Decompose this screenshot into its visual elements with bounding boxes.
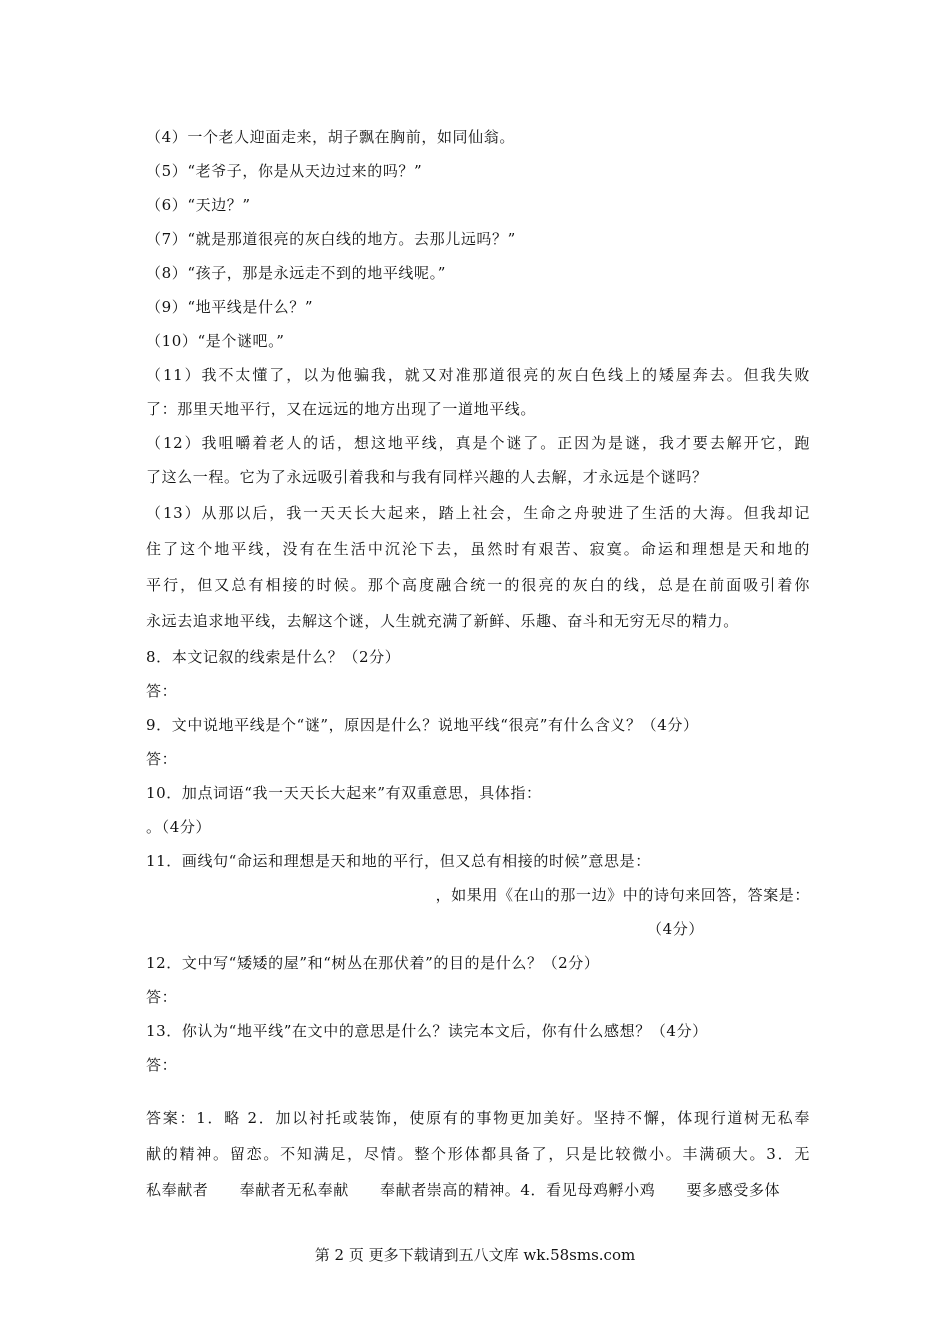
paragraph-5: （5）“老爷子，你是从天边过来的吗？” — [146, 162, 423, 180]
question-10-continuation: 。（4分） — [146, 818, 212, 836]
question-11: 11．画线句“命运和理想是天和地的平行，但又总有相接的时候”意思是： — [146, 852, 651, 870]
paragraph-11-line-1: （11）我不太懂了，以为他骗我，就又对准那道很亮的灰白色线上的矮屋奔去。但我失败 — [146, 366, 810, 384]
question-9-answer: 答： — [146, 750, 178, 768]
paragraph-4: （4）一个老人迎面走来，胡子飘在胸前，如同仙翁。 — [146, 128, 515, 146]
paragraph-13-line-1: （13）从那以后，我一天天长大起来，踏上社会，生命之舟驶进了生活的大海。但我却记 — [146, 504, 810, 522]
paragraph-8: （8）“孩子，那是永远走不到的地平线呢。” — [146, 264, 446, 282]
question-13-answer: 答： — [146, 1056, 178, 1074]
question-12: 12．文中写“矮矮的屋”和“树丛在那伏着”的目的是什么？（2分） — [146, 954, 600, 972]
question-13: 13．你认为“地平线”在文中的意思是什么？读完本文后，你有什么感想？（4分） — [146, 1022, 708, 1040]
paragraph-7: （7）“就是那道很亮的灰白线的地方。去那儿远吗？” — [146, 230, 516, 248]
paragraph-10: （10）“是个谜吧。” — [146, 332, 285, 350]
answer-key-line-3: 私奉献者 奉献者无私奉献 奉献者崇高的精神。4．看见母鸡孵小鸡 要多感受多体 — [146, 1181, 781, 1199]
answer-key-line-1: 答案：1．略 2．加以衬托或装饰，使原有的事物更加美好。坚持不懈，体现行道树无私奉 — [146, 1109, 810, 1127]
question-11-score: （4分） — [647, 920, 704, 938]
question-8: 8．本文记叙的线索是什么？（2分） — [146, 648, 401, 666]
question-9: 9．文中说地平线是个“谜”，原因是什么？说地平线“很亮”有什么含义？（4分） — [146, 716, 699, 734]
paragraph-6: （6）“天边？” — [146, 196, 251, 214]
question-11-continuation: ，如果用《在山的那一边》中的诗句来回答，答案是： — [435, 886, 810, 904]
page-footer: 第 2 页 更多下载请到五八文库 wk.58sms.com — [314, 1246, 636, 1264]
question-10: 10．加点词语“我一天天长大起来”有双重意思，具体指： — [146, 784, 542, 802]
paragraph-12-line-2: 了这么一程。它为了永远吸引着我和与我有同样兴趣的人去解，才永远是个谜吗？ — [146, 468, 708, 486]
paragraph-13-line-4: 永远去追求地平线，去解这个谜，人生就充满了新鲜、乐趣、奋斗和无穷无尽的精力。 — [146, 612, 739, 630]
answer-key-line-2: 献的精神。留恋。不知满足，尽情。整个形体都具备了，只是比较微小。丰满硕大。3．无 — [146, 1145, 810, 1163]
paragraph-12-line-1: （12）我咀嚼着老人的话，想这地平线，真是个谜了。正因为是谜，我才要去解开它，跑 — [146, 434, 810, 452]
paragraph-11-line-2: 了：那里天地平行，又在远远的地方出现了一道地平线。 — [146, 400, 537, 418]
question-8-answer: 答： — [146, 682, 178, 700]
paragraph-13-line-2: 住了这个地平线，没有在生活中沉沦下去，虽然时有艰苦、寂寞。命运和理想是天和地的 — [146, 540, 810, 558]
paragraph-13-line-3: 平行，但又总有相接的时候。那个高度融合统一的很亮的灰白的线，总是在前面吸引着你 — [146, 576, 810, 594]
question-12-answer: 答： — [146, 988, 178, 1006]
paragraph-9: （9）“地平线是什么？” — [146, 298, 314, 316]
